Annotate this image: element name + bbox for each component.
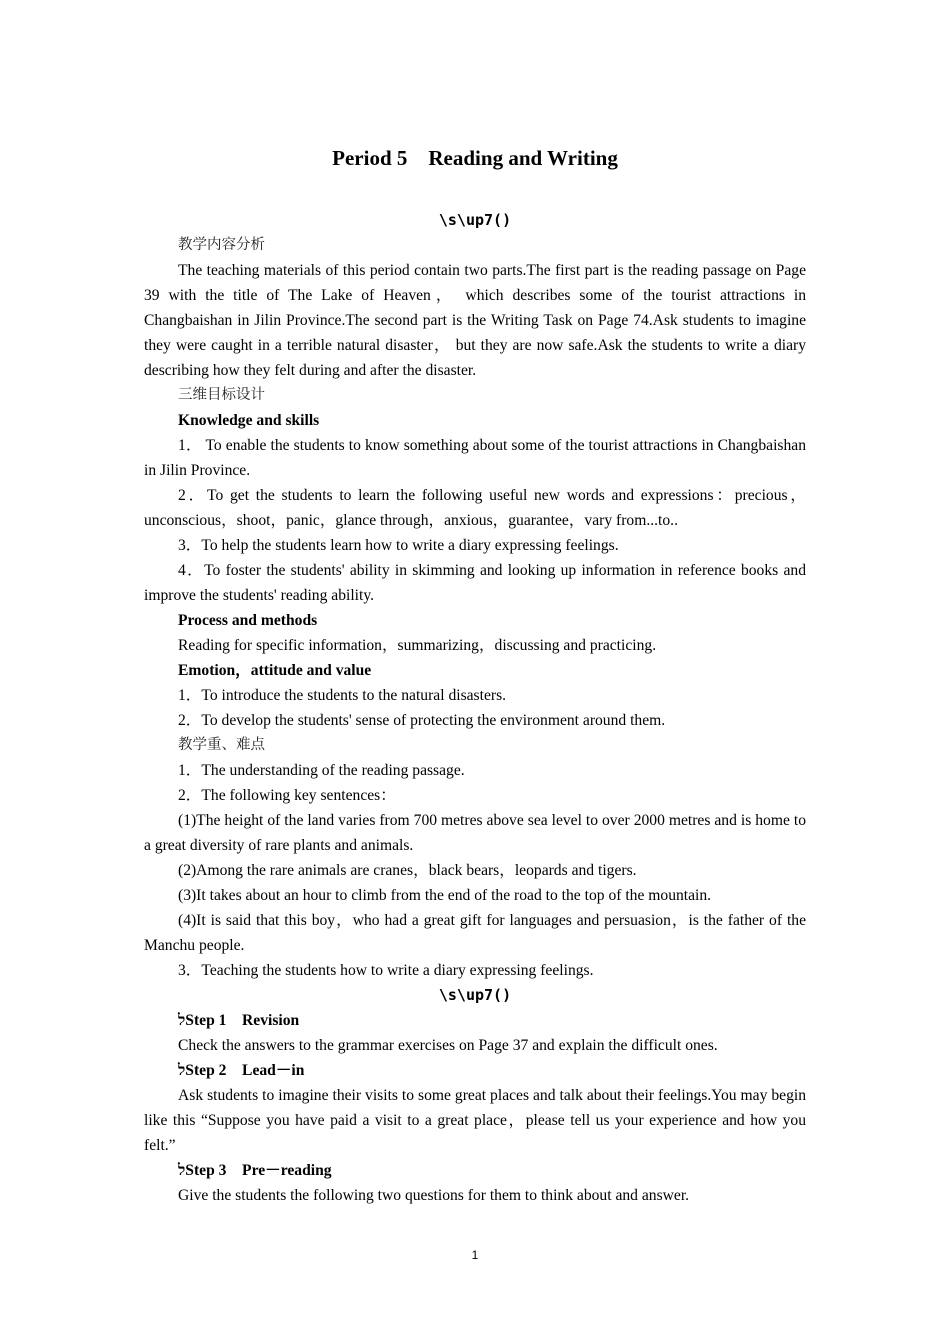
- key-sentence: (3)It takes about an hour to climb from the end of the road to the top of the mountain.: [178, 887, 712, 904]
- knowledge-heading: Knowledge and skills: [178, 412, 320, 429]
- emotion-heading: Emotion，attitude and value: [178, 662, 372, 679]
- emotion-item: 1．To introduce the students to the natural disasters.: [178, 687, 507, 704]
- step-marker: ל: [178, 1062, 186, 1079]
- knowledge-item: 3．To help the students learn how to write a diary expressing feelings.: [178, 537, 619, 554]
- step-marker: ל: [178, 1012, 186, 1029]
- step-heading: [144, 1158, 806, 1183]
- key-sentence: (4)It is said that this boy，who had a great gift for languages and persuasion，is the father of the Manchu people.: [144, 912, 806, 954]
- emotion-item: 2．To develop the students' sense of protecting the environment around them.: [178, 712, 666, 729]
- knowledge-item: 4．To foster the students' ability in skimming and looking up information in reference books and improve the students' reading ability.: [144, 562, 806, 604]
- section-heading-objectives: 三维目标设计: [178, 387, 265, 403]
- key-sentence: (2)Among the rare animals are cranes，black bears，leopards and tigers.: [178, 862, 637, 879]
- document-body: [144, 208, 806, 1208]
- step-heading-text: Step 1 Revision: [185, 1012, 300, 1029]
- content-analysis-paragraph: The teaching materials of this period contain two parts.The first part is the reading passage on Page 39 with the title of The Lake of Heaven， which describes some of the tourist attractions in Changbaishan in Jilin Province.The second part is the Writing Task on Page 74.Ask students to imagine they were caught in a terrible natural disaster， but they are now safe.Ask the students to write a diary describing how they felt during and after the disaster.: [144, 262, 806, 379]
- page-title: Period 5 Reading and Writing: [332, 146, 618, 170]
- key-item: 2．The following key sentences：: [178, 787, 396, 804]
- step-heading: [144, 1008, 806, 1033]
- step-marker: ל: [178, 1162, 186, 1179]
- step-paragraph: Ask students to imagine their visits to some great places and talk about their feelings.You may begin like this “Suppose you have paid a visit to a great place，please tell us your experience and how you felt.”: [144, 1087, 806, 1154]
- section-heading-content-analysis: 教学内容分析: [178, 237, 265, 253]
- key-sentence: (1)The height of the land varies from 700 metres above sea level to over 2000 metres and is home to a great diversity of rare plants and animals.: [144, 812, 806, 854]
- step-paragraph: Check the answers to the grammar exercises on Page 37 and explain the difficult ones.: [178, 1037, 718, 1054]
- field-code: \s\up7(): [438, 211, 512, 229]
- step-heading: [144, 1058, 806, 1083]
- knowledge-item: 2．To get the students to learn the following useful new words and expressions：precious，unconscious，shoot，panic，glance through，anxious，guarantee，vary from...to..: [144, 487, 806, 529]
- step-heading-text: Step 3 Pre－reading: [185, 1162, 332, 1179]
- field-code: \s\up7(): [438, 986, 512, 1004]
- page-number: 1: [471, 1248, 479, 1262]
- knowledge-item: 1． To enable the students to know something about some of the tourist attractions in Changbaishan in Jilin Province.: [144, 437, 806, 479]
- section-heading-key-points: 教学重、难点: [178, 737, 265, 753]
- step-paragraph: Give the students the following two questions for them to think about and answer.: [178, 1187, 690, 1204]
- process-heading: Process and methods: [178, 612, 318, 629]
- step-heading-text: Step 2 Lead－in: [185, 1062, 305, 1079]
- key-item: 3．Teaching the students how to write a diary expressing feelings.: [178, 962, 594, 979]
- key-item: 1．The understanding of the reading passage.: [178, 762, 465, 779]
- process-paragraph: Reading for specific information，summarizing，discussing and practicing.: [178, 637, 657, 654]
